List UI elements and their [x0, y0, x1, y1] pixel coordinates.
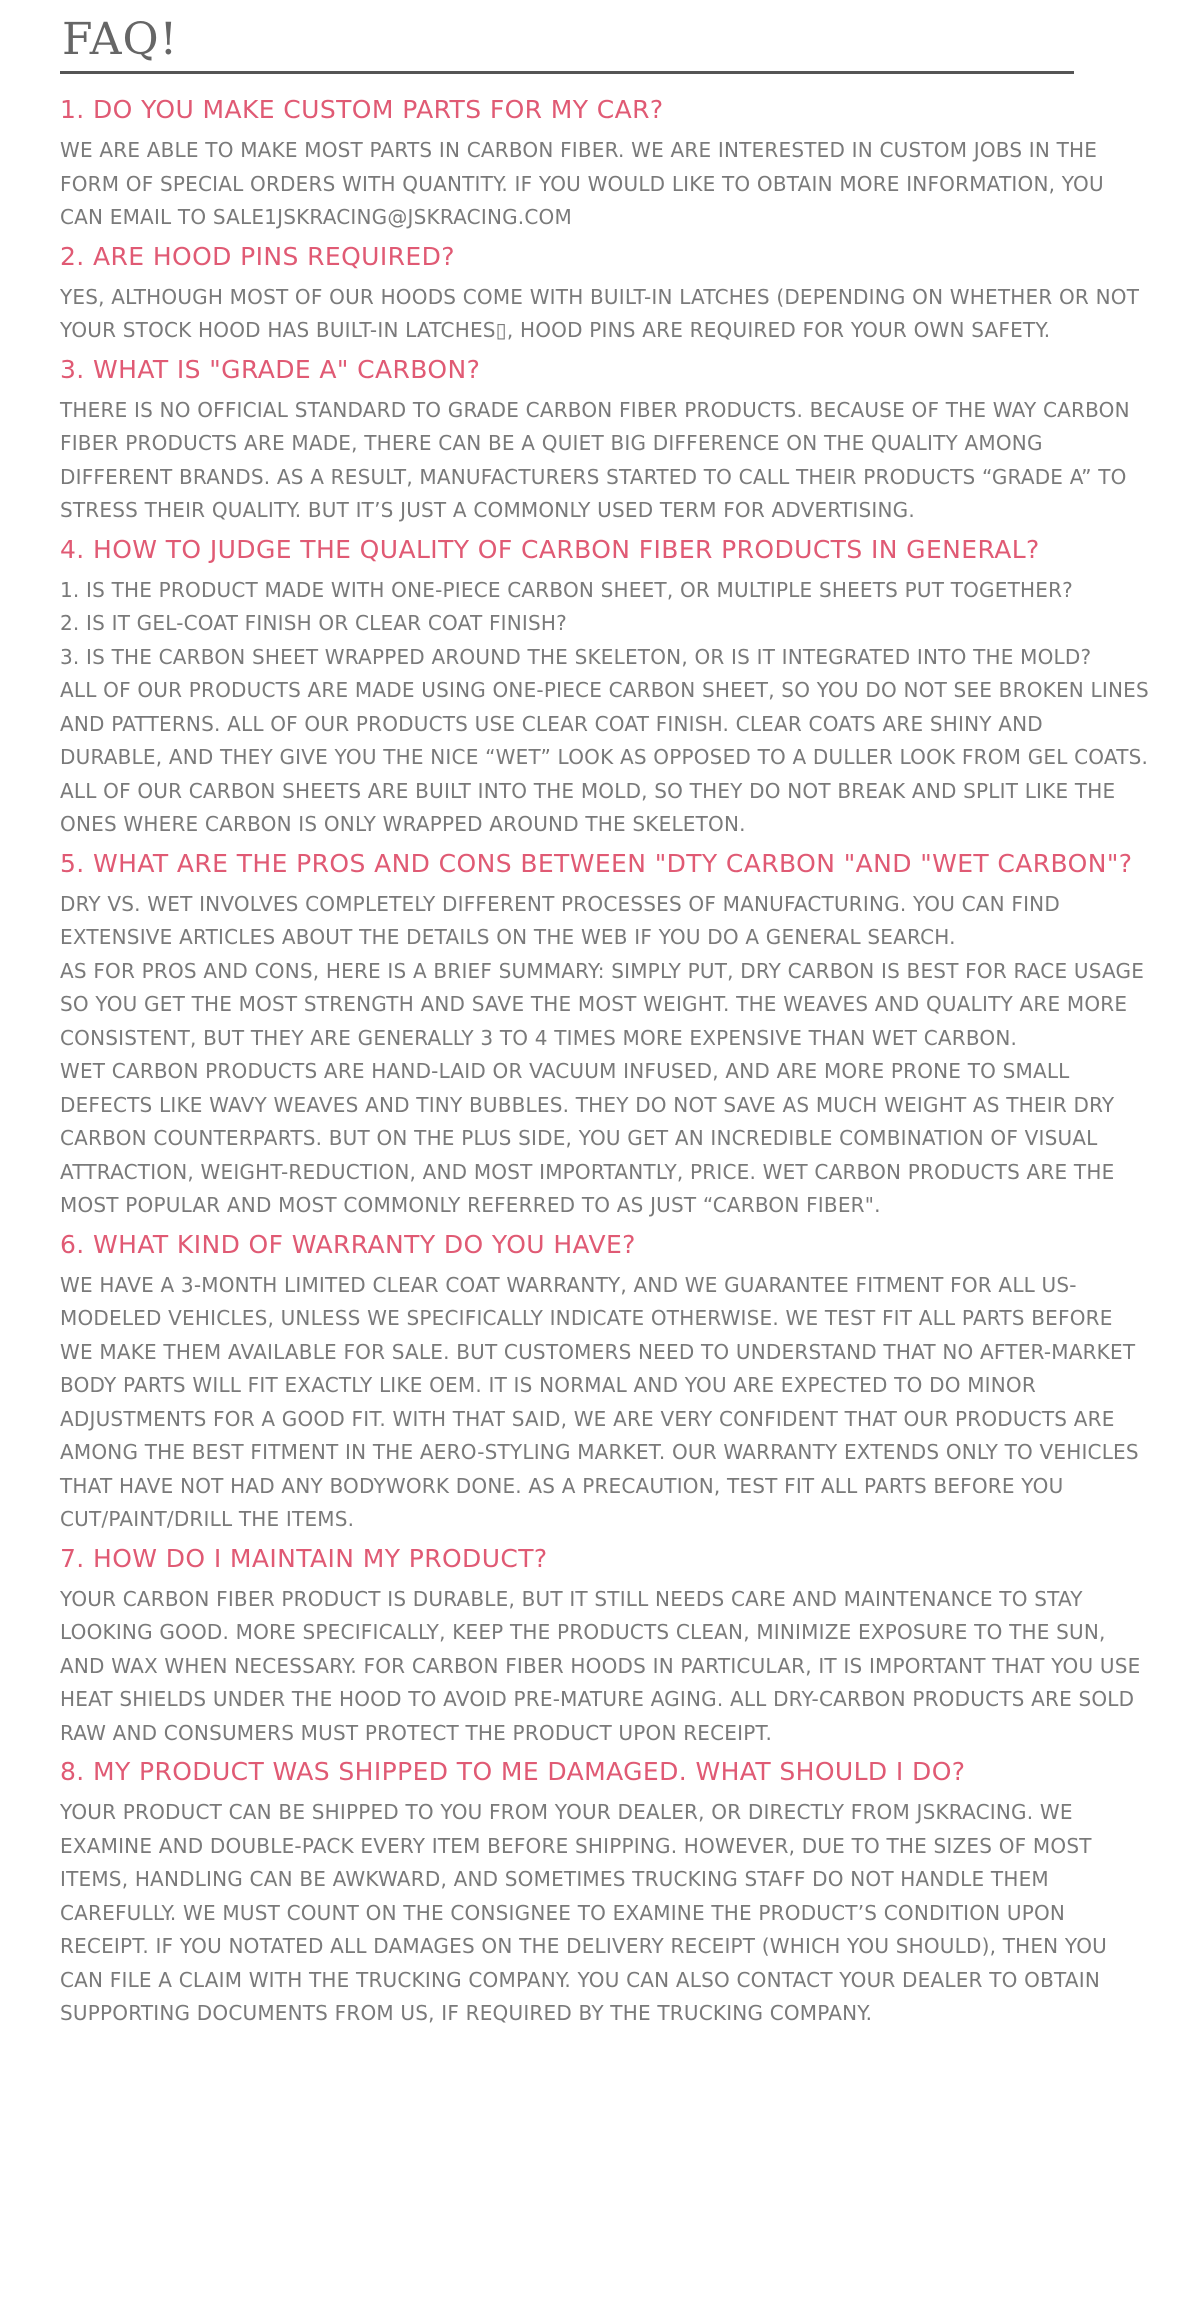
- faq-item-7: [60, 1541, 1150, 1751]
- faq-answer-paragraph: WE ARE ABLE TO MAKE MOST PARTS IN CARBON FIBER. WE ARE INTERESTED IN CUSTOM JOBS IN THE FORM OF SPECIAL ORDERS WITH QUANTITY. IF YOU WOULD LIKE TO OBTAIN MORE INFORMATION, YOU CAN EMAIL TO SALE1JSKRACING@JSKRACING.COM: [60, 138, 1104, 229]
- faq-page: [60, 0, 1150, 2035]
- faq-question-8: 8. MY PRODUCT WAS SHIPPED TO ME DAMAGED. WHAT SHOULD I DO?: [60, 1757, 966, 1786]
- faq-answer-7: [60, 1583, 1150, 1751]
- faq-item-1: [60, 92, 1150, 235]
- faq-question-7: 7. HOW DO I MAINTAIN MY PRODUCT?: [60, 1543, 548, 1573]
- faq-answer-paragraph: AS FOR PROS AND CONS, HERE IS A BRIEF SUMMARY: SIMPLY PUT, DRY CARBON IS BEST FOR RACE USAGE SO YOU GET THE MOST STRENGTH AND SAVE THE MOST WEIGHT. THE WEAVES AND QUALITY ARE MORE CONSISTENT, BUT THEY ARE GENERALLY 3 TO 4 TIMES MORE EXPENSIVE THAN WET CARBON.: [60, 958, 1145, 1050]
- faq-item-6: [60, 1227, 1150, 1537]
- faq-item-8: [60, 1754, 1150, 2031]
- faq-question-2: 2. ARE HOOD PINS REQUIRED?: [60, 241, 455, 271]
- faq-answer-paragraph: YOUR PRODUCT CAN BE SHIPPED TO YOU FROM YOUR DEALER, OR DIRECTLY FROM JSKRACING. WE EXAMINE AND DOUBLE-PACK EVERY ITEM BEFORE SHIPPING. HOWEVER, DUE TO THE SIZES OF MOST ITEMS, HANDLING CAN BE AWKWARD, AND SOMETIMES TRUCKING STAFF DO NOT HANDLE THEM CAREFULLY. WE MUST COUNT ON THE CONSIGNEE TO EXAMINE THE PRODUCT’S CONDITION UPON RECEIPT. IF YOU NOTATED ALL DAMAGES ON THE DELIVERY RECEIPT (WHICH YOU SHOULD), THEN YOU CAN FILE A CLAIM WITH THE TRUCKING COMPANY. YOU CAN ALSO CONTACT YOUR DEALER TO OBTAIN SUPPORTING DOCUMENTS FROM US, IF REQUIRED BY THE TRUCKING COMPANY.: [60, 1800, 1108, 2025]
- faq-question-4: 4. HOW TO JUDGE THE QUALITY OF CARBON FIBER PRODUCTS IN GENERAL?: [60, 534, 1040, 564]
- faq-list: [60, 92, 1150, 2031]
- faq-item-4: [60, 532, 1150, 842]
- faq-answer-1: [60, 134, 1150, 235]
- faq-answer-6: [60, 1269, 1150, 1537]
- faq-question-3: 3. WHAT IS "GRADE A" CARBON?: [60, 354, 481, 384]
- faq-answer-list-item-2: 2. IS IT GEL-COAT FINISH OR CLEAR COAT FINISH?: [60, 611, 567, 635]
- faq-answer-4: [60, 574, 1150, 842]
- faq-answer-paragraph: YOUR CARBON FIBER PRODUCT IS DURABLE, BUT IT STILL NEEDS CARE AND MAINTENANCE TO STAY LOOKING GOOD. MORE SPECIFICALLY, KEEP THE PRODUCTS CLEAN, MINIMIZE EXPOSURE TO THE SUN, AND WAX WHEN NECESSARY. FOR CARBON FIBER HOODS IN PARTICULAR, IT IS IMPORTANT THAT YOU USE HEAT SHIELDS UNDER THE HOOD TO AVOID PRE-MATURE AGING. ALL DRY-CARBON PRODUCTS ARE SOLD RAW AND CONSUMERS MUST PROTECT THE PRODUCT UPON RECEIPT.: [60, 1586, 1141, 1745]
- faq-answer-paragraph: ALL OF OUR PRODUCTS ARE MADE USING ONE-PIECE CARBON SHEET, SO YOU DO NOT SEE BROKEN LINES AND PATTERNS. ALL OF OUR PRODUCTS USE CLEAR COAT FINISH. CLEAR COATS ARE SHINY AND DURABLE, AND THEY GIVE YOU THE NICE “WET” LOOK AS OPPOSED TO A DULLER LOOK FROM GEL COATS. ALL OF OUR CARBON SHEETS ARE BUILT INTO THE MOLD, SO THEY DO NOT BREAK AND SPLIT LIKE THE ONES WHERE CARBON IS ONLY WRAPPED AROUND THE SKELETON.: [60, 678, 1149, 836]
- faq-answer-8: [60, 1796, 1150, 2031]
- faq-answer-paragraph: WET CARBON PRODUCTS ARE HAND-LAID OR VACUUM INFUSED, AND ARE MORE PRONE TO SMALL DEFECTS LIKE WAVY WEAVES AND TINY BUBBLES. THEY DO NOT SAVE AS MUCH WEIGHT AS THEIR DRY CARBON COUNTERPARTS. BUT ON THE PLUS SIDE, YOU GET AN INCREDIBLE COMBINATION OF VISUAL ATTRACTION, WEIGHT-REDUCTION, AND MOST IMPORTANTLY, PRICE. WET CARBON PRODUCTS ARE THE MOST POPULAR AND MOST COMMONLY REFERRED TO AS JUST “CARBON FIBER".: [60, 1059, 1115, 1217]
- faq-answer-paragraph: YES, ALTHOUGH MOST OF OUR HOODS COME WITH BUILT-IN LATCHES (DEPENDING ON WHETHER OR NOT YOUR STOCK HOOD HAS BUILT-IN LATCHES▯, HOOD PINS ARE REQUIRED FOR YOUR OWN SAFETY.: [60, 284, 1140, 342]
- faq-item-3: [60, 352, 1150, 528]
- faq-question-5: 5. WHAT ARE THE PROS AND CONS BETWEEN "DTY CARBON "AND "WET CARBON"?: [60, 848, 1133, 878]
- faq-answer-paragraph: THERE IS NO OFFICIAL STANDARD TO GRADE CARBON FIBER PRODUCTS. BECAUSE OF THE WAY CARBON FIBER PRODUCTS ARE MADE, THERE CAN BE A QUIET BIG DIFFERENCE ON THE QUALITY AMONG DIFFERENT BRANDS. AS A RESULT, MANUFACTURERS STARTED TO CALL THEIR PRODUCTS “GRADE A” TO STRESS THEIR QUALITY. BUT IT’S JUST A COMMONLY USED TERM FOR ADVERTISING.: [60, 397, 1130, 522]
- faq-question-1: 1. DO YOU MAKE CUSTOM PARTS FOR MY CAR?: [60, 95, 664, 124]
- faq-answer-paragraph: WE HAVE A 3-MONTH LIMITED CLEAR COAT WARRANTY, AND WE GUARANTEE FITMENT FOR ALL US-MODELED VEHICLES, UNLESS WE SPECIFICALLY INDICATE OTHERWISE. WE TEST FIT ALL PARTS BEFORE WE MAKE THEM AVAILABLE FOR SALE. BUT CUSTOMERS NEED TO UNDERSTAND THAT NO AFTER-MARKET BODY PARTS WILL FIT EXACTLY LIKE OEM. IT IS NORMAL AND YOU ARE EXPECTED TO DO MINOR ADJUSTMENTS FOR A GOOD FIT. WITH THAT SAID, WE ARE VERY CONFIDENT THAT OUR PRODUCTS ARE AMONG THE BEST FITMENT IN THE AERO-STYLING MARKET. OUR WARRANTY EXTENDS ONLY TO VEHICLES THAT HAVE NOT HAD ANY BODYWORK DONE. AS A PRECAUTION, TEST FIT ALL PARTS BEFORE YOU CUT/PAINT/DRILL THE ITEMS.: [60, 1272, 1139, 1531]
- faq-answer-3: [60, 394, 1150, 528]
- faq-answer-list-item-1: 1. IS THE PRODUCT MADE WITH ONE-PIECE CARBON SHEET, OR MULTIPLE SHEETS PUT TOGETHER?: [60, 577, 1074, 602]
- faq-answer-paragraph: DRY VS. WET INVOLVES COMPLETELY DIFFERENT PROCESSES OF MANUFACTURING. YOU CAN FIND EXTENSIVE ARTICLES ABOUT THE DETAILS ON THE WEB IF YOU DO A GENERAL SEARCH.: [60, 891, 1060, 949]
- faq-item-2: [60, 239, 1150, 348]
- title-divider: [60, 71, 1074, 74]
- faq-answer-2: [60, 281, 1150, 348]
- faq-item-5: [60, 846, 1150, 1223]
- faq-answer-5: [60, 888, 1150, 1223]
- faq-answer-list-item-3: 3. IS THE CARBON SHEET WRAPPED AROUND THE SKELETON, OR IS IT INTEGRATED INTO THE MOLD?: [60, 644, 1092, 669]
- faq-question-6: 6. WHAT KIND OF WARRANTY DO YOU HAVE?: [60, 1229, 636, 1259]
- page-title: FAQ!: [62, 14, 179, 65]
